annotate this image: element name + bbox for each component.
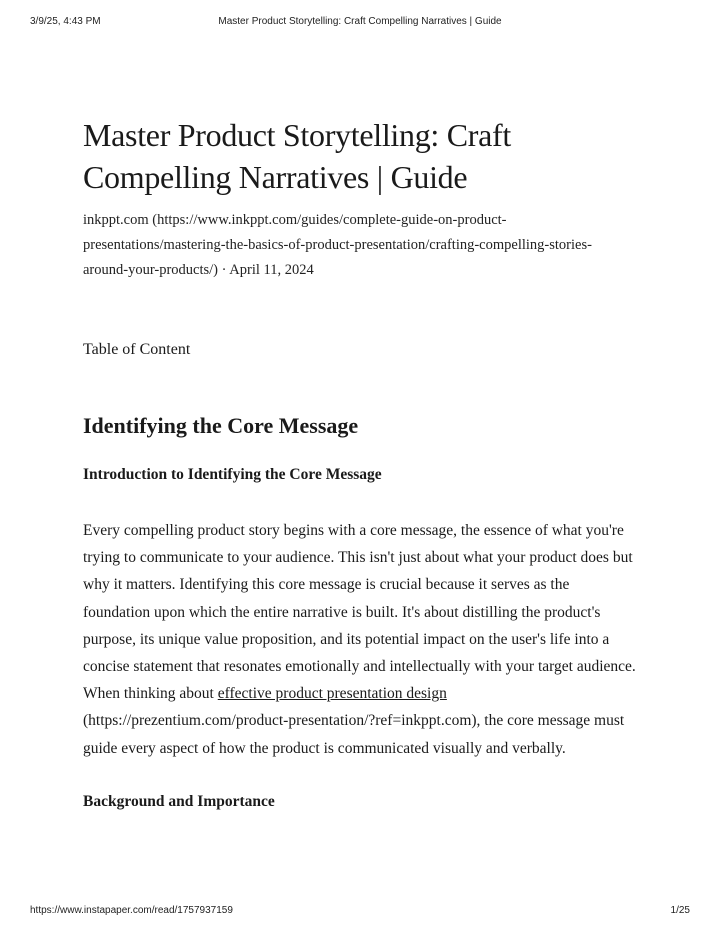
effective-product-presentation-design-link[interactable]: effective product presentation design bbox=[217, 685, 447, 703]
article-title-line-2: Compelling Narratives | Guide bbox=[83, 159, 468, 195]
source-line-2: presentations/mastering-the-basics-of-product-presentation/crafting-compelling-stories- bbox=[83, 237, 592, 253]
article bbox=[83, 114, 643, 814]
article-title-line-1: Master Product Storytelling: Craft bbox=[83, 117, 511, 153]
source-line-1: inkppt.com (https://www.inkppt.com/guides/complete-guide-on-product- bbox=[83, 212, 507, 228]
article-source-meta bbox=[83, 208, 643, 283]
section-heading: Identifying the Core Message bbox=[83, 413, 359, 438]
print-page-title: Master Product Storytelling: Craft Compelling Narratives | Guide bbox=[218, 16, 502, 27]
print-datetime: 3/9/25, 4:43 PM bbox=[30, 16, 101, 27]
subheading-intro: Introduction to Identifying the Core Message bbox=[83, 466, 382, 483]
article-title bbox=[83, 114, 643, 198]
body-paragraph bbox=[83, 517, 638, 762]
table-of-content-label[interactable]: Table of Content bbox=[83, 341, 191, 358]
print-url: https://www.instapaper.com/read/1757937159 bbox=[30, 905, 233, 916]
source-line-3: around-your-products/) · April 11, 2024 bbox=[83, 262, 314, 278]
print-page-number: 1/25 bbox=[670, 905, 690, 916]
paragraph-text-before-link: Every compelling product story begins with a core message, the essence of what you're trying to communicate to your audience. This isn't just about what your product does but why it matters. Identifying this core message is crucial because it serves as the foundation upon which the entire narrative is built. It's about distilling the product's purpose, its unique value proposition, and its potential impact on the user's life into a concise statement that resonates emotionally and intellectually with your target audience. When thinking about bbox=[83, 522, 636, 703]
subheading-background: Background and Importance bbox=[83, 792, 275, 810]
paragraph-text-after-link: (https://prezentium.com/product-presentation/?ref=inkppt.com), the core message must guide every aspect of how the product is communicated visually and verbally. bbox=[83, 712, 625, 757]
